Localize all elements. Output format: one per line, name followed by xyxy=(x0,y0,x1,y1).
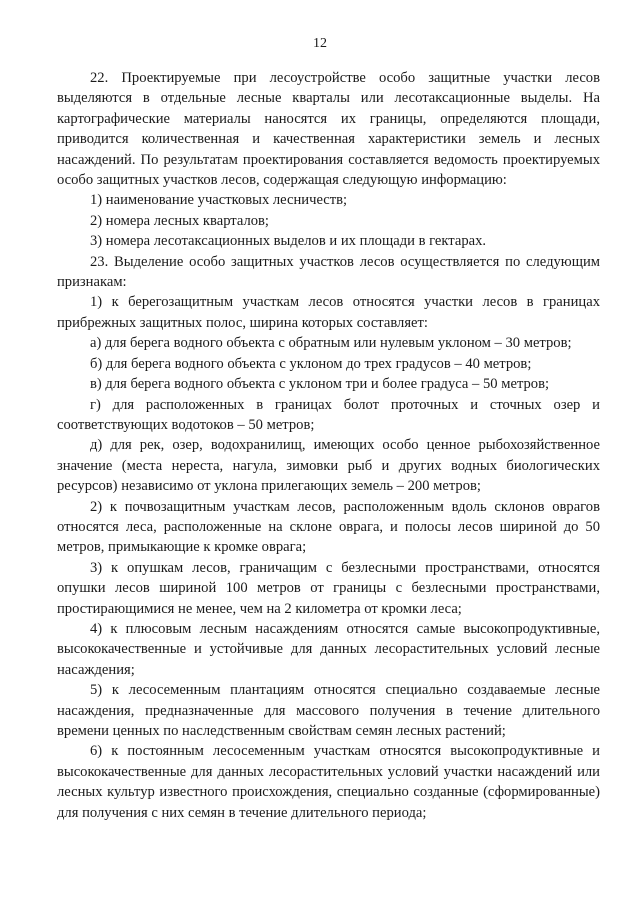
subitem-a: а) для берега водного объекта с обратным или нулевым уклоном – 30 метров; xyxy=(90,335,572,352)
list-item-3: 3) номера лесотаксационных выделов и их площади в гектарах. xyxy=(90,233,487,250)
list-item-2: 2) номера лесных кварталов; xyxy=(90,212,269,229)
subitem-v: в) для берега водного объекта с уклоном три и более градуса – 50 метров; xyxy=(90,376,550,393)
page-number: 12 xyxy=(313,36,327,51)
list-item-1: 1) наименование участковых лесничеств; xyxy=(90,192,348,209)
subitem-g: г) для расположенных в границах болот проточных и сточных озер и соответствующих водотоков – 50 метров; xyxy=(57,396,600,433)
criterion-1: 1) к берегозащитным участкам лесов относятся участки лесов в границах прибрежных защитных полос, ширина которых составляет: xyxy=(57,294,600,331)
subitem-d: д) для рек, озер, водохранилищ, имеющих особо ценное рыбохозяйственное значение (места нереста, нагула, зимовки рыб и других водных биологических ресурсов) независимо от уклона прилегающих земель – 200 метров; xyxy=(57,437,600,495)
criterion-3: 3) к опушкам лесов, граничащим с безлесными пространствами, относятся опушки лесов шириной 100 метров от границы с безлесными пространствами, простирающимися не менее, чем на 2 километра от кромки леса; xyxy=(57,559,600,617)
criterion-6: 6) к постоянным лесосеменным участкам относятся высокопродуктивные и высококачественные для данных лесорастительных условий участки насаждений или лесных культур известного происхождения, специально созданные (сформированные) для получения с них семян в течение длительного периода; xyxy=(57,743,600,821)
paragraph-22: 22. Проектируемые при лесоустройстве особо защитные участки лесов выделяются в отдельные лесные кварталы или лесотаксационные выделы. На картографические материалы наносятся их границы, определяются площади, приводится количественная и качественная характеристики земель и лесных насаждений. По результатам проектирования составляется ведомость проектируемых особо защитных участков лесов, содержащая следующую информацию: xyxy=(57,70,600,189)
criterion-5: 5) к лесосеменным плантациям относятся специально создаваемые лесные насаждения, предназначенные для массового получения в течение длительного времени ценных по наследственным свойствам семян лесных растений; xyxy=(57,682,600,739)
subitem-b: б) для берега водного объекта с уклоном до трех градусов – 40 метров; xyxy=(90,355,532,372)
paragraph-23: 23. Выделение особо защитных участков лесов осуществляется по следующим признакам: xyxy=(57,253,600,291)
criterion-4: 4) к плюсовым лесным насаждениям относятся самые высокопродуктивные, высококачественные и устойчивые для данных лесорастительных условий лесные насаждения; xyxy=(57,620,600,678)
criterion-2: 2) к почвозащитным участкам лесов, расположенным вдоль склонов оврагов относятся леса, расположенные на склоне оврага, и полосы лесов шириной до 50 метров, примыкающие к кромке оврага; xyxy=(57,498,600,556)
document-body xyxy=(57,68,600,823)
